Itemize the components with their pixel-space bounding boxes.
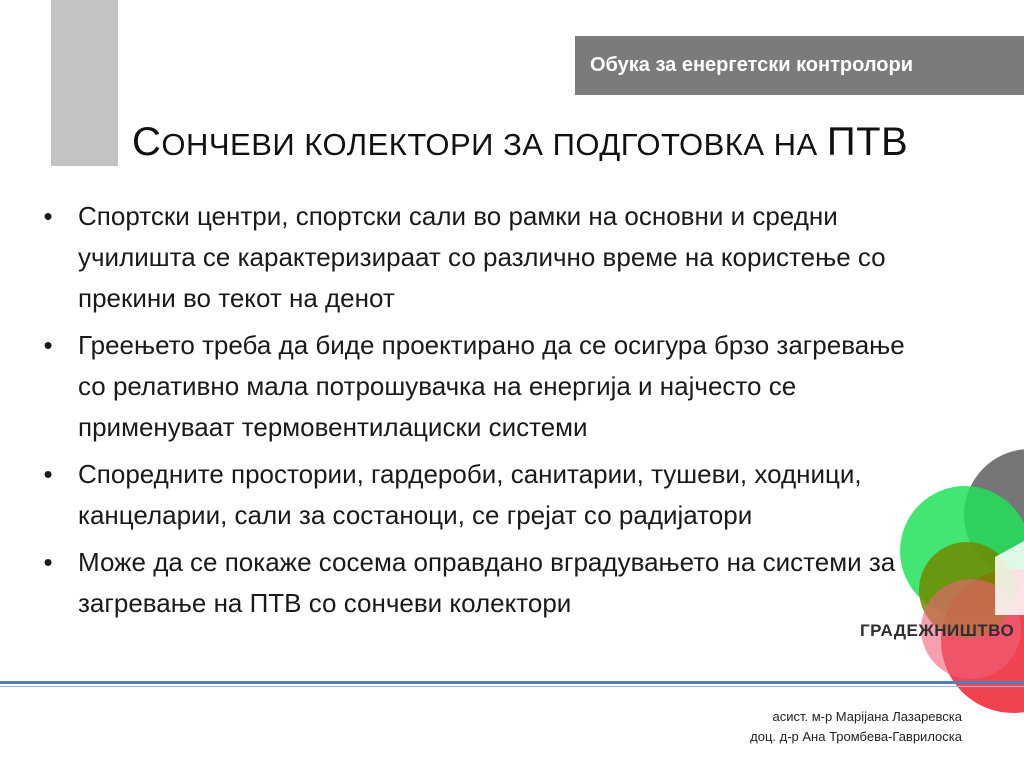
logo-circles-icon bbox=[895, 445, 1024, 730]
bullet-marker: • bbox=[43, 547, 53, 577]
bullet-text: Споредните простории, гардероби, санитарии, тушеви, ходници, канцеларии, сали за состаноци, се грејат со радијатори bbox=[78, 459, 862, 530]
bullet-marker: • bbox=[43, 201, 53, 231]
author-line-2: доц. д-р Ана Тромбева-Гаврилоска bbox=[750, 729, 962, 744]
logo-wordmark: ГРАДЕЖНИШТВО bbox=[860, 621, 1015, 640]
bullet-item bbox=[38, 325, 938, 448]
bullet-marker: • bbox=[43, 330, 53, 360]
bullet-item bbox=[38, 542, 938, 624]
bullet-list bbox=[38, 196, 938, 630]
bullet-text: Греењето треба да биде проектирано да се осигура брзо загревање со релативно мала потрошувачка на енергија и најчесто се применуваат термовентилациски системи bbox=[78, 330, 905, 442]
bullet-marker: • bbox=[43, 459, 53, 489]
author-line-1: асист. м-р Марijана Лазаревска bbox=[772, 709, 962, 724]
course-banner-text: Обука за енергетски контролори bbox=[590, 54, 914, 76]
gradeznistvo-logo-graphic bbox=[895, 445, 1024, 730]
bullet-item bbox=[38, 196, 938, 319]
slide-title-body: ОНЧЕВИ КОЛЕКТОРИ ЗА ПОДГОТОВКА НА bbox=[161, 127, 827, 162]
slide-title-initial: С bbox=[132, 120, 162, 164]
slide-title-acronym: ПТВ bbox=[826, 120, 909, 164]
bullet-item bbox=[38, 454, 938, 536]
course-banner bbox=[575, 36, 1024, 95]
footer-divider bbox=[0, 681, 1024, 684]
decorative-gray-bar bbox=[51, 0, 118, 166]
bullet-text: Може да се покаже сосема оправдано вградувањето на системи за загревање на ПТВ со сончеви колектори bbox=[78, 547, 896, 618]
slide-title bbox=[132, 120, 908, 165]
bullet-text: Спортски центри, спортски сали во рамки на основни и средни училишта се карактеризираат со различно време на користење со прекини во текот на денот bbox=[78, 201, 886, 313]
footer-divider-thin bbox=[0, 686, 1024, 687]
